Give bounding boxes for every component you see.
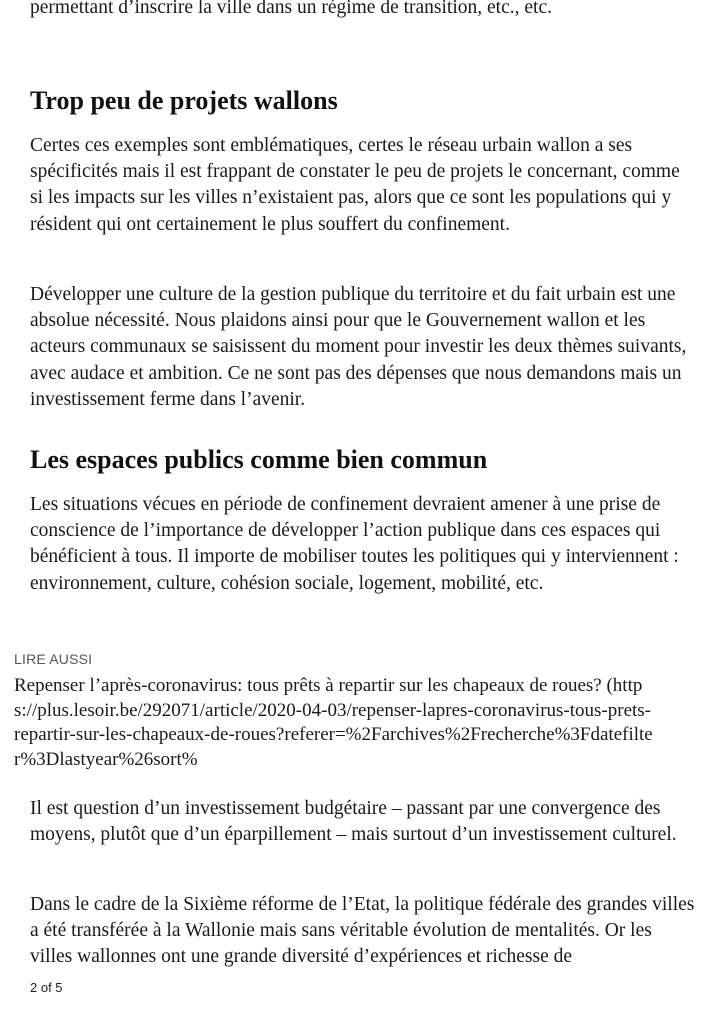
read-also-label: LIRE AUSSI: [14, 651, 93, 667]
paragraph-4: Il est question d’un investissement budgétaire – passant par une convergence des moyens, plutôt que d’un éparpillement – mais surtout d’un investissement culturel.: [30, 798, 677, 846]
paragraph-1: Certes ces exemples sont emblématiques, certes le réseau urbain wallon a ses spécificités mais il est frappant de constater le peu de projets le concernant, comme si les impacts sur les villes n’existaient pas, alors que ce sont les populations qui y résident qui ont certainement le plus souffert du confinement.: [30, 135, 680, 235]
page-indicator: 2 of 5: [30, 980, 63, 995]
read-also-link[interactable]: Repenser l’après-coronavirus: tous prêts à repartir sur les chapeaux de roues? (https://plus.lesoir.be/292071/article/2020-04-03/repenser-lapres-coronavirus-tous-prets-repartir-sur-les-chapeaux-de-roues?referer=%2Farchives%2Frecherche%3Fdatefilter%3Dlastyear%26sort%: [14, 675, 653, 770]
section-heading-projets-wallons: Trop peu de projets wallons: [30, 86, 338, 115]
continued-text-line: permettant d’inscrire la ville dans un régime de transition, etc., etc.: [30, 0, 552, 18]
read-also-box: [14, 650, 694, 772]
article-page: [30, 0, 724, 1024]
paragraph-5: Dans le cadre de la Sixième réforme de l’Etat, la politique fédérale des grandes villes a été transférée à la Wallonie mais sans véritable évolution de mentalités. Or les villes wallonnes ont une grande diversité d’expériences et richesse de: [30, 894, 695, 968]
paragraph-3: Les situations vécues en période de confinement devraient amener à une prise de conscience de l’importance de développer l’action publique dans ces espaces qui bénéficient à tous. Il importe de mobiliser toutes les politiques qui y interviennent : environnement, culture, cohésion sociale, logement, mobilité, etc.: [30, 494, 679, 594]
paragraph-2: Développer une culture de la gestion publique du territoire et du fait urbain est une absolue nécessité. Nous plaidons ainsi pour que le Gouvernement wallon et les acteurs communaux se saisissent du moment pour investir les deux thèmes suivants, avec audace et ambition. Ce ne sont pas des dépenses que nous demandons mais un investissement ferme dans l’avenir.: [30, 284, 687, 410]
section-heading-espaces-publics: Les espaces publics comme bien commun: [30, 445, 488, 474]
